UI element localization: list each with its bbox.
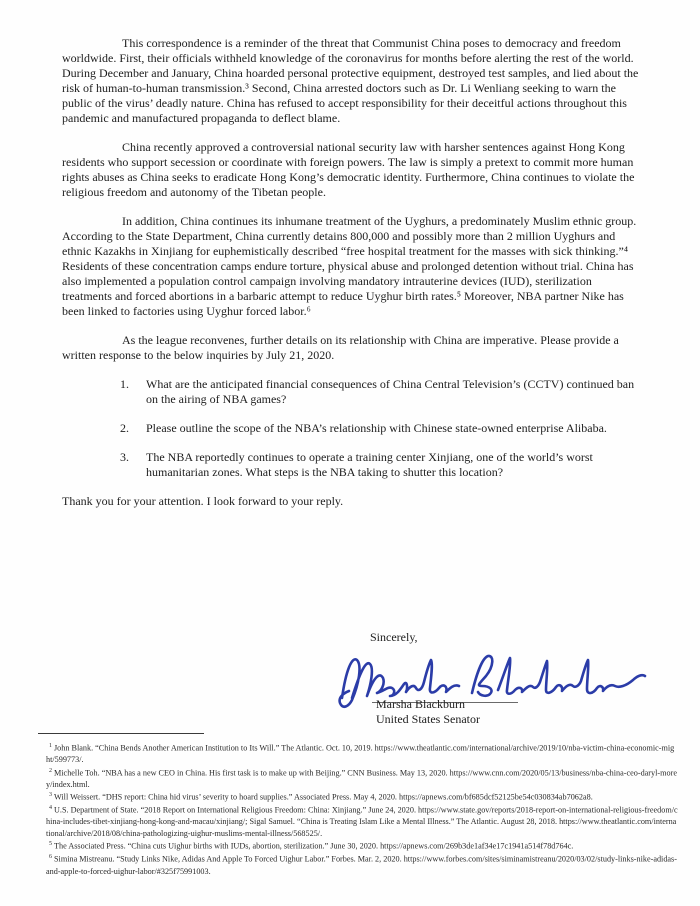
closing-line: Thank you for your attention. I look forward to your reply. <box>62 494 344 508</box>
footnote-5 <box>46 839 678 852</box>
footnote-text: Michelle Toh. “NBA has a new CEO in China. His first task is to make up with Beijing.” CNN Business. May 13, 2020. https://www.cnn.com/2020/05/13/business/nba-china-ceo-daryl-morey/index.html. <box>46 768 677 789</box>
inquiry-text: What are the anticipated financial consequences of China Central Television’s (CCTV) continued ban on the airing of NBA games? <box>146 377 635 406</box>
footnote-text: Will Weissert. “DHS report: China hid virus’ severity to hoard supplies.” Associated Press. May 4, 2020. https://apnews.com/bf685dcf52125be54c030834ab7062a8. <box>54 792 593 802</box>
inquiry-number: 2. <box>120 421 129 435</box>
signature-name-block <box>376 697 480 726</box>
signed-name: Marsha Blackburn <box>376 697 465 711</box>
footnote-text: U.S. Department of State. “2018 Report on International Religious Freedom: China: Xinjiang.” June 24, 2020. https://www.state.gov/reports/2018-report-on-international-religious-freedom/china-includes-tibet-xinjiang-hong-kong-and-macau/xinjiang/; Sigal Samuel. “China is Treating Islam Like a Mental Illness.” The Atlantic. August 28, 2018. https://www.theatlantic.com/international/archive/2018/08/china-pathologizing-uighur-muslims-mental-illness/568525/. <box>46 806 678 838</box>
footnote-3 <box>46 790 678 803</box>
footnote-2 <box>46 766 678 791</box>
footnote-marker: 4 <box>49 805 52 812</box>
inquiry-item-3 <box>120 450 640 480</box>
inquiry-item-2 <box>120 421 640 436</box>
inquiry-number: 1. <box>120 377 129 391</box>
footnote-marker: 6 <box>49 854 52 861</box>
footnote-text: Simina Mistreanu. “Study Links Nike, Adidas And Apple To Forced Uighur Labor.” Forbes. Mar. 2, 2020. https://www.forbes.com/sites/siminamistreanu/2020/03/02/study-links-nike-adidas-and-apple-to-forced-uighur-labor/#325f75991003. <box>46 855 677 876</box>
inquiry-text: The NBA reportedly continues to operate a training center Xinjiang, one of the world’s worst humanitarian zones. What steps is the NBA taking to shutter this location? <box>146 450 593 479</box>
footnote-separator <box>38 733 204 734</box>
footnote-marker: 3 <box>49 792 52 799</box>
footnote-text: John Blank. “China Bends Another American Institution to Its Will.” The Atlantic. Oct. 10, 2019. https://www.theatlantic.com/international/archive/2019/10/nba-victim-china-economic-might/599773/. <box>46 743 675 765</box>
inquiry-number: 3. <box>120 450 129 464</box>
letter-body <box>62 36 640 523</box>
signer-title: United States Senator <box>376 711 480 726</box>
footnote-marker: 1 <box>49 743 52 750</box>
inquiry-list <box>120 377 640 480</box>
valediction: Sincerely, <box>370 630 418 644</box>
paragraph-hong-kong: China recently approved a controversial national security law with harsher sentences against Hong Kong residents who support secession or coordinate with foreign powers. The law is simply a pretext to commit more human rights abuses as China seeks to eradicate Hong Kong’s democratic identity. Furthermore, China continues to violate the religious freedom and autonomy of the Tibetan people. <box>62 140 635 199</box>
footnotes-section <box>46 729 678 877</box>
paragraph-request: As the league reconvenes, further details on its relationship with China are imperative. Please provide a written response to the below inquiries by July 21, 2020. <box>62 333 619 362</box>
inquiry-item-1 <box>120 377 640 407</box>
paragraph-uyghurs: In addition, China continues its inhumane treatment of the Uyghurs, a predominately Muslim ethnic group. According to the State Department, China currently detains 800,000 and possibly more than 2 million Uyghurs and ethnic Kazakhs in Xinjiang for euphemistically described “free hospital treatment for the masses with sick thinking.”⁴ Residents of these concentration camps endure torture, physical abuse and prolonged detention without trial. China has also implemented a population control campaign involving mandatory intrauterine devices (IUD), sterilization treatments and forced abortions in a barbaric attempt to reduce Uyghur birth rates.⁵ Moreover, NBA partner Nike has been linked to factories using Uyghur forced labor.⁶ <box>62 214 637 318</box>
footnote-text: The Associated Press. “China cuts Uighur births with IUDs, abortion, sterilization.” June 30, 2020. https://apnews.com/269b3de1af34e17c1941a514f78d764c. <box>54 842 574 852</box>
footnote-marker: 2 <box>49 767 52 774</box>
inquiry-text: Please outline the scope of the NBA’s relationship with Chinese state-owned enterprise Alibaba. <box>146 421 607 435</box>
paragraph-threat: This correspondence is a reminder of the threat that Communist China poses to democracy and freedom worldwide. First, their officials withheld knowledge of the coronavirus for months before alerting the rest of the world. During December and January, China hoarded personal protective equipment, destroyed test samples, and lied about the risk of human-to-human transmission.³ Second, China arrested doctors such as Dr. Li Wenliang seeking to warn the public of the virus’ deadly nature. China has refused to accept responsibility for their deceitful actions throughout this pandemic and manufactured propaganda to deflect blame. <box>62 36 639 125</box>
footnote-1 <box>46 741 678 766</box>
footnote-marker: 5 <box>49 841 52 848</box>
footnote-6 <box>46 852 678 877</box>
footnote-4 <box>46 803 678 839</box>
